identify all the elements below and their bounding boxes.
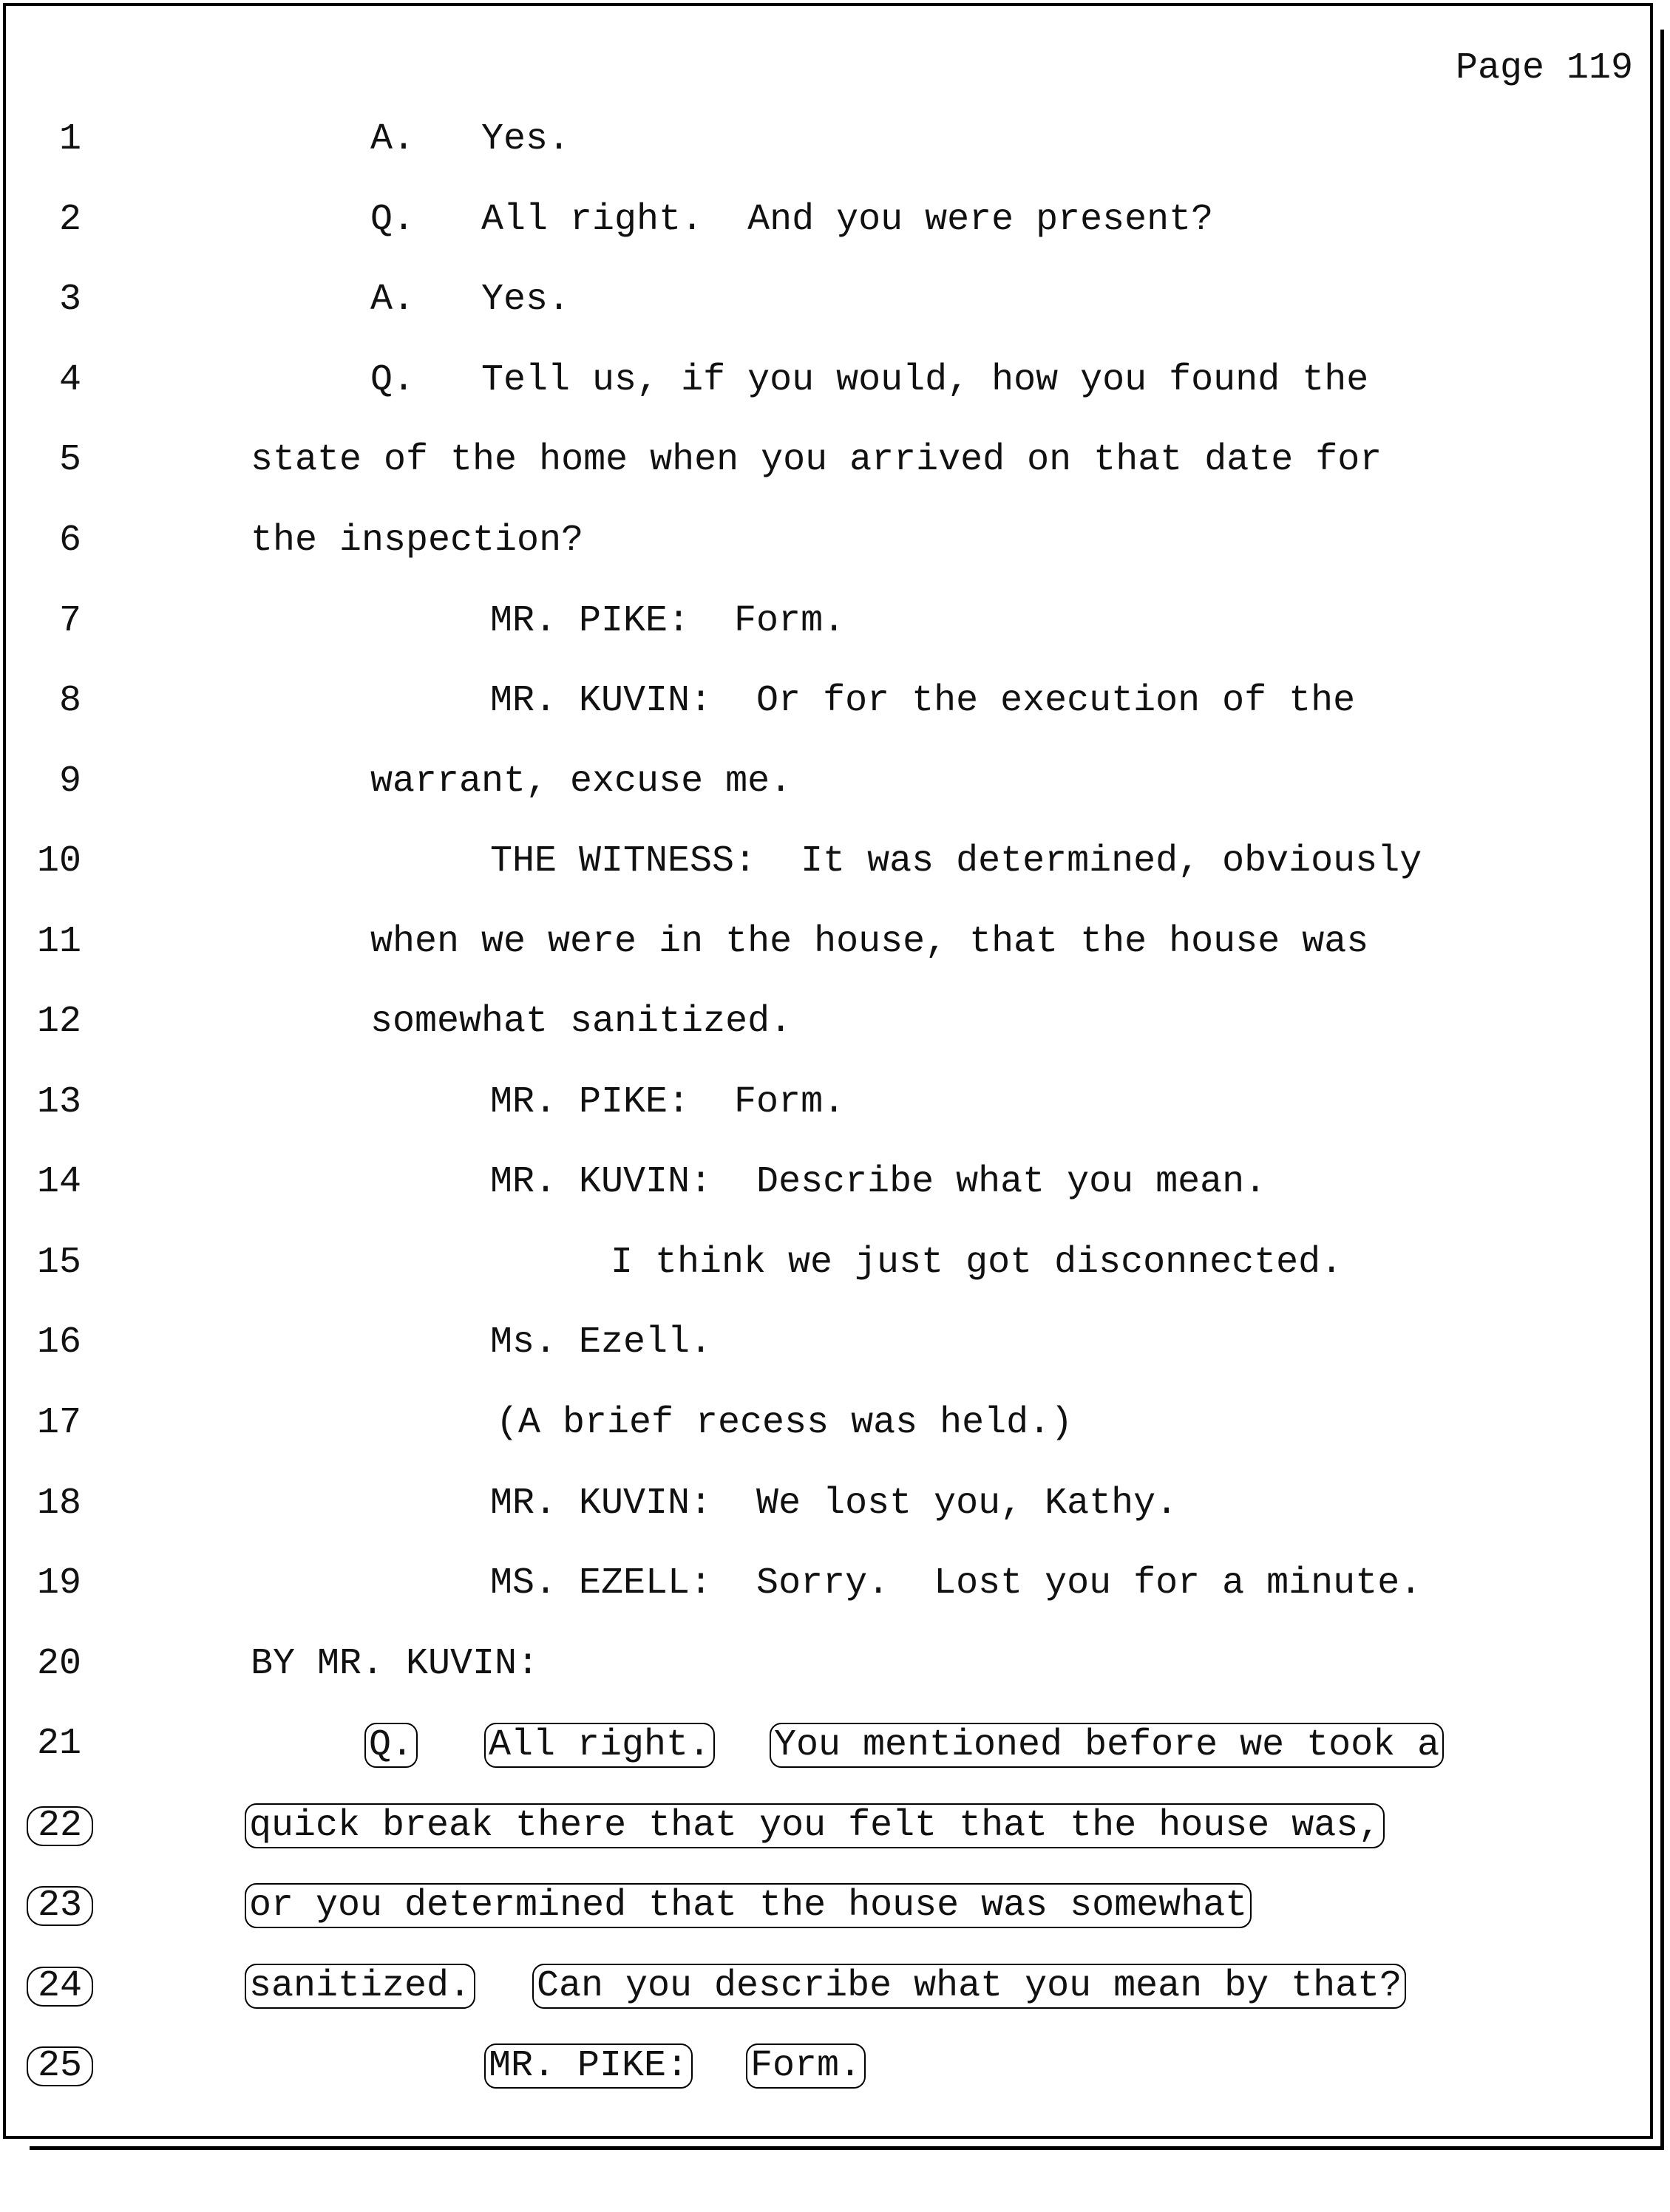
line-text: THE WITNESS: It was determined, obviously — [490, 840, 1422, 882]
line-number: 20 — [36, 1643, 81, 1685]
transcript-line — [0, 1001, 1670, 1060]
page-shadow — [30, 2146, 1664, 2150]
line-number: 5 — [58, 439, 81, 481]
transcript-line — [0, 1081, 1670, 1140]
boxed-text: sanitized. — [245, 1964, 475, 2009]
boxed-text: You mentioned before we took a — [770, 1723, 1444, 1768]
line-text: (A brief recess was held.) — [496, 1402, 1073, 1444]
transcript-line — [0, 520, 1670, 579]
transcript-line — [0, 680, 1670, 739]
page-number: Page 119 — [1455, 47, 1633, 89]
transcript-line — [0, 1643, 1670, 1702]
line-text: MR. PIKE: Form. — [490, 600, 846, 642]
line-text: Q. Tell us, if you would, how you found the — [370, 359, 1369, 401]
line-text: BY MR. KUVIN: — [251, 1643, 540, 1685]
line-text: when we were in the house, that the house was — [370, 921, 1369, 963]
transcript-line — [0, 439, 1670, 498]
line-text: MR. KUVIN: Describe what you mean. — [490, 1161, 1267, 1203]
line-text: somewhat sanitized. — [370, 1001, 792, 1043]
line-text: A. Yes. — [370, 279, 571, 321]
line-text: MR. PIKE: Form. — [490, 1081, 846, 1123]
circled-line-number: 22 — [27, 1806, 93, 1846]
transcript-line — [0, 1321, 1670, 1381]
line-number: 3 — [58, 279, 81, 321]
transcript-line — [0, 359, 1670, 418]
transcript-line — [0, 1883, 1670, 1942]
boxed-text: quick break there that you felt that the house was, — [245, 1803, 1385, 1848]
line-number: 13 — [36, 1081, 81, 1123]
boxed-text: Q. — [364, 1723, 418, 1768]
line-text: the inspection? — [251, 520, 584, 562]
circled-line-number: 24 — [27, 1967, 93, 2007]
transcript-line — [0, 840, 1670, 899]
transcript-line — [0, 1803, 1670, 1862]
line-text: MR. KUVIN: We lost you, Kathy. — [490, 1483, 1178, 1525]
line-number: 8 — [58, 680, 81, 722]
transcript-line — [0, 921, 1670, 980]
line-number: 14 — [36, 1161, 81, 1203]
circled-line-number: 23 — [27, 1886, 93, 1926]
transcript-line — [0, 1402, 1670, 1461]
line-number: 16 — [36, 1321, 81, 1364]
line-number: 10 — [36, 840, 81, 882]
line-text: MS. EZELL: Sorry. Lost you for a minute. — [490, 1562, 1422, 1604]
line-number: 4 — [58, 359, 81, 401]
line-number: 21 — [36, 1723, 81, 1765]
line-text: I think we just got disconnected. — [611, 1242, 1343, 1284]
boxed-text: Form. — [746, 2043, 866, 2089]
line-number: 17 — [36, 1402, 81, 1444]
transcript-line — [0, 1483, 1670, 1542]
transcript-line — [0, 1964, 1670, 2023]
boxed-text: Can you describe what you mean by that? — [532, 1964, 1406, 2009]
circled-line-number: 25 — [27, 2046, 93, 2086]
line-number: 2 — [58, 199, 81, 241]
transcript-line — [0, 760, 1670, 820]
boxed-text: All right. — [484, 1723, 715, 1768]
transcript-line — [0, 1242, 1670, 1301]
line-number: 6 — [58, 520, 81, 562]
line-number: 7 — [58, 600, 81, 642]
transcript-line — [0, 2043, 1670, 2103]
line-text: state of the home when you arrived on that date for — [251, 439, 1382, 481]
line-text: Ms. Ezell. — [490, 1321, 713, 1364]
line-number: 19 — [36, 1562, 81, 1604]
transcript-line — [0, 118, 1670, 177]
transcript-line — [0, 1562, 1670, 1621]
line-text: MR. KUVIN: Or for the execution of the — [490, 680, 1356, 722]
transcript-line — [0, 1161, 1670, 1220]
line-number: 9 — [58, 760, 81, 803]
line-number: 18 — [36, 1483, 81, 1525]
line-text: warrant, excuse me. — [370, 760, 792, 803]
transcript-line — [0, 199, 1670, 258]
transcript-line — [0, 600, 1670, 659]
boxed-text: or you determined that the house was somewhat — [245, 1883, 1252, 1928]
transcript-line — [0, 1723, 1670, 1782]
boxed-text: MR. PIKE: — [484, 2043, 693, 2089]
line-number: 15 — [36, 1242, 81, 1284]
line-number: 12 — [36, 1001, 81, 1043]
line-text: Q. All right. And you were present? — [370, 199, 1214, 241]
line-number: 11 — [36, 921, 81, 963]
line-text: A. Yes. — [370, 118, 571, 160]
transcript-line — [0, 279, 1670, 338]
line-number: 1 — [58, 118, 81, 160]
